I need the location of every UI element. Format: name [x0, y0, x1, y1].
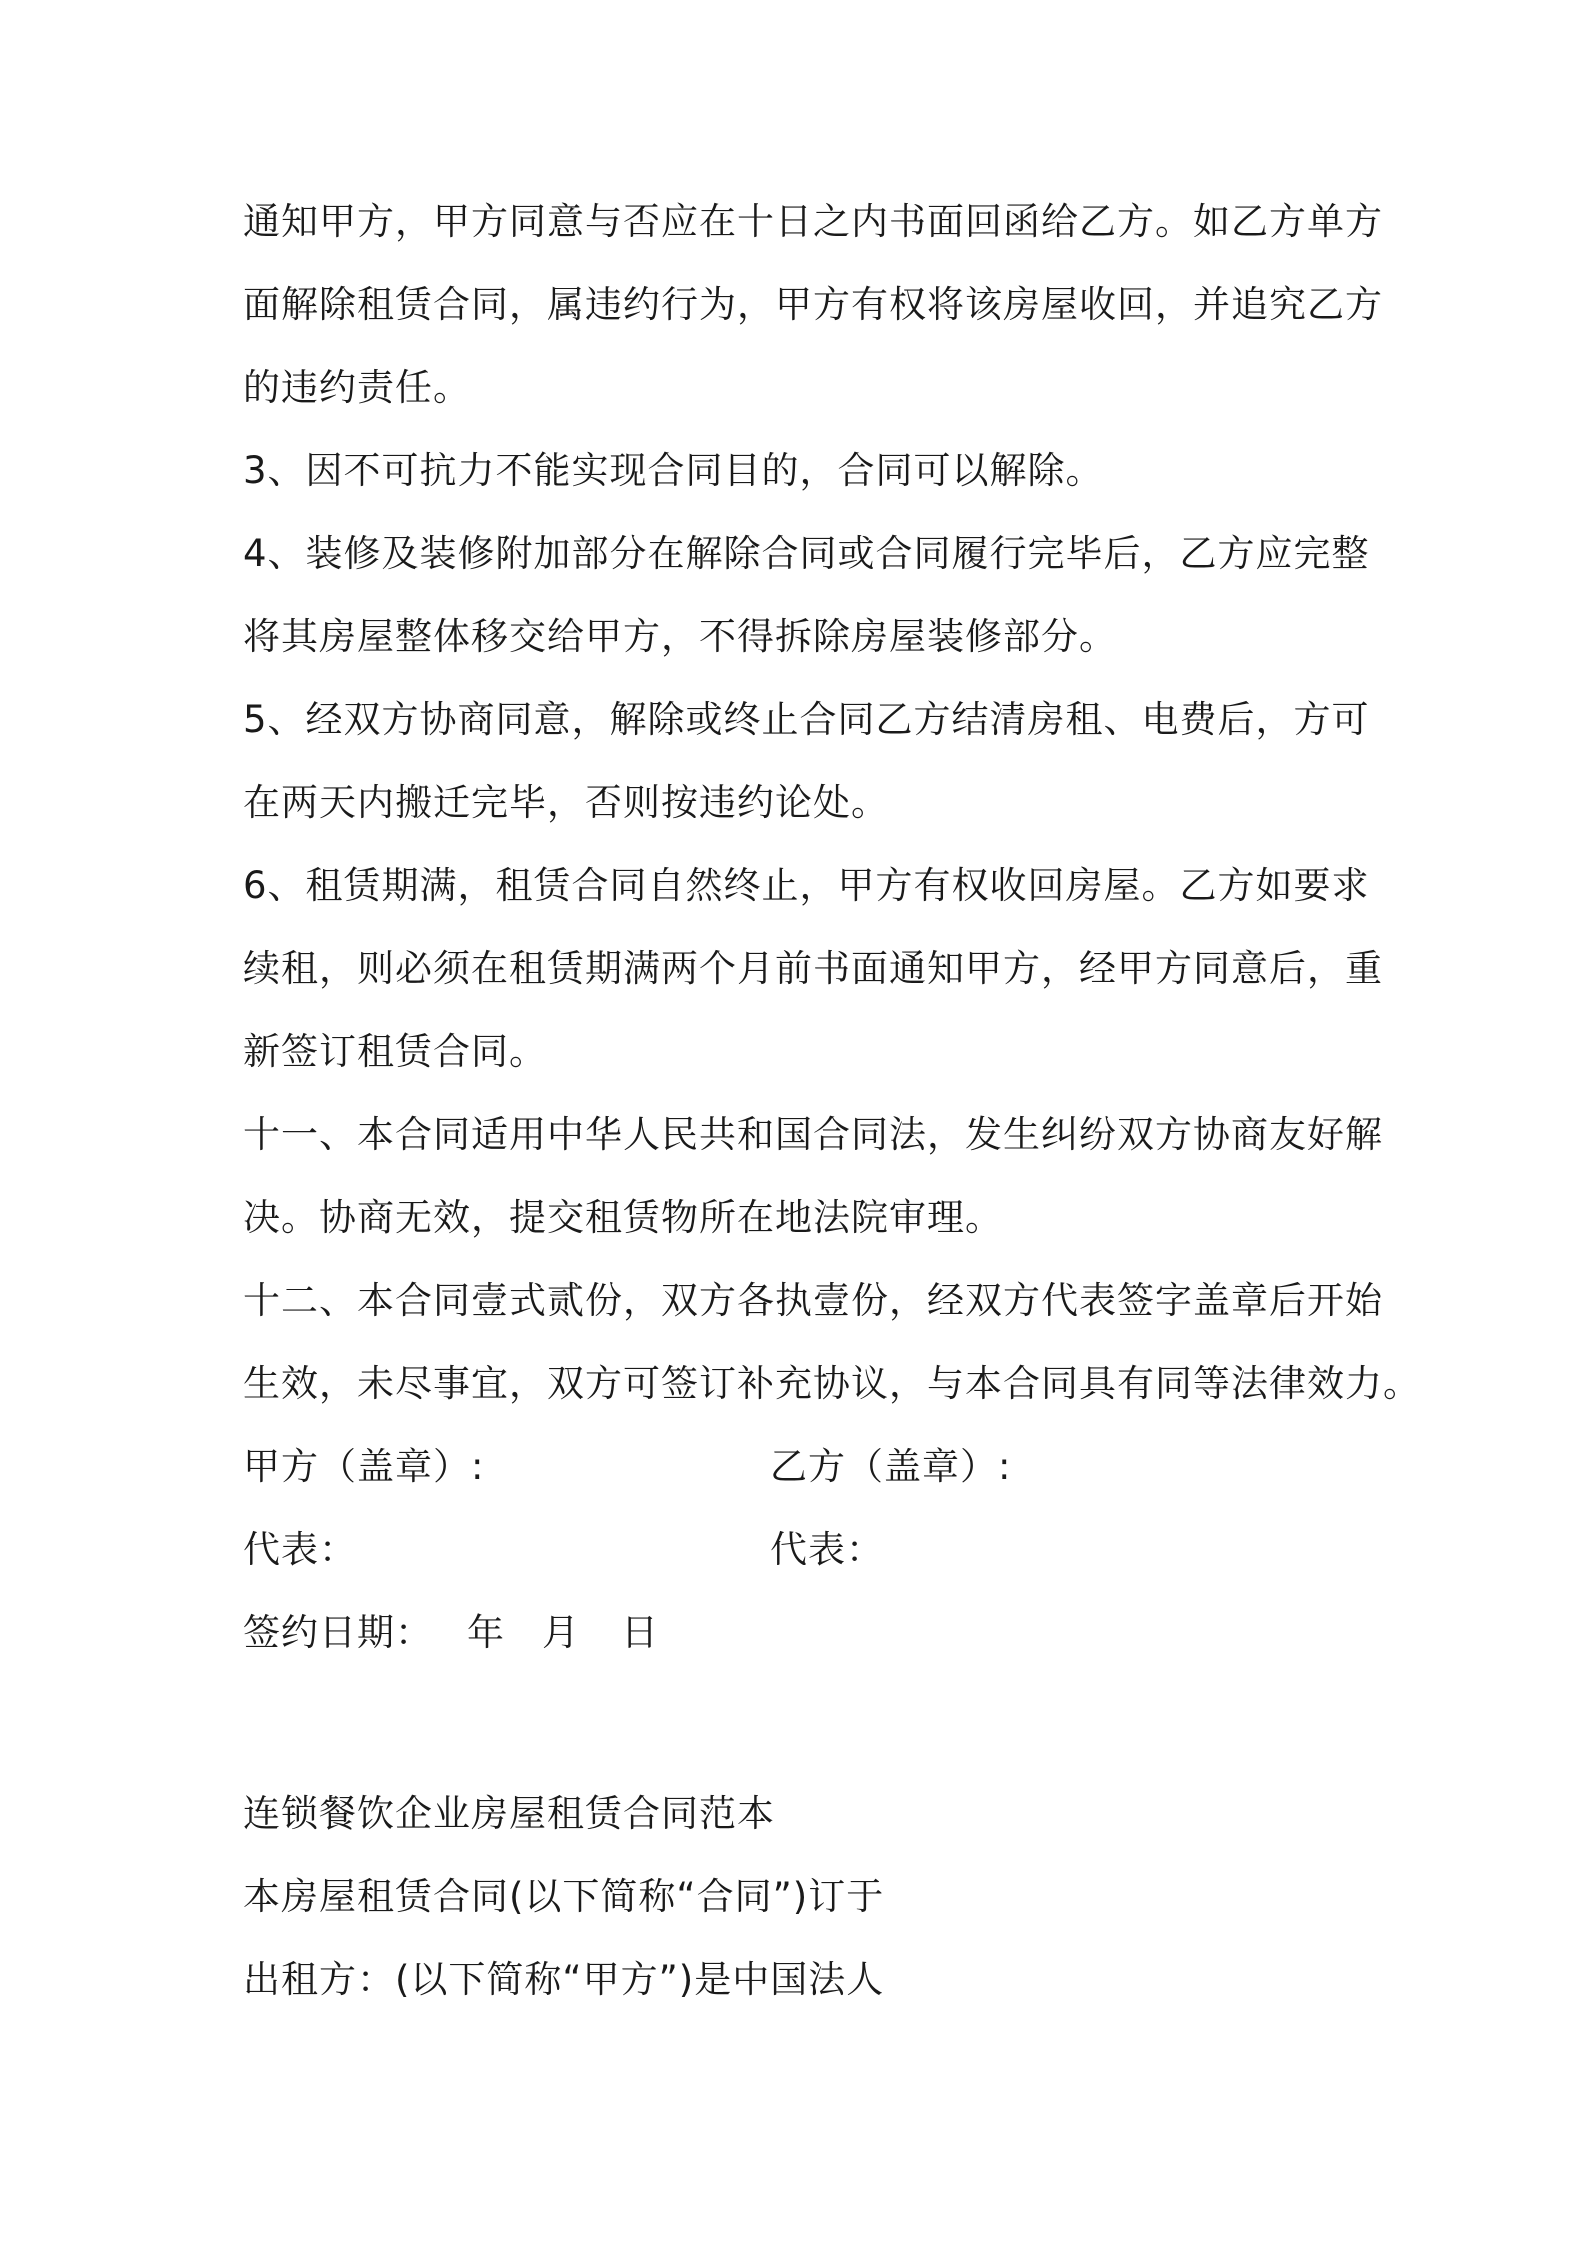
text-line: 出租方：(以下简称“甲方”)是中国法人	[243, 1958, 885, 2001]
text-line: 十一、本合同适用中华人民共和国合同法，发生纠纷双方协商友好解	[243, 1113, 1383, 1156]
next-contract-section	[243, 1790, 1353, 2003]
party-a-seal-label: 甲方（盖章）:	[243, 1445, 485, 1488]
date-day-label: 日	[621, 1611, 659, 1654]
section-title: 连锁餐饮企业房屋租赁合同范本	[243, 1792, 775, 1835]
party-b-seal-label: 乙方（盖章）:	[770, 1445, 1012, 1488]
text-line: 决。协商无效，提交租赁物所在地法院审理。	[243, 1196, 1003, 1239]
date-year-label: 年	[467, 1611, 505, 1654]
paragraph-clause-6	[243, 862, 1383, 1075]
text-line: 面解除租赁合同，属违约行为，甲方有权将该房屋收回，并追究乙方	[243, 283, 1383, 326]
text-line: 的违约责任。	[243, 366, 471, 409]
paragraph-clause-4	[243, 530, 1370, 660]
document-body	[243, 198, 1421, 2003]
text-line: 续租，则必须在租赁期满两个月前书面通知甲方，经甲方同意后，重	[243, 947, 1383, 990]
text-line: 3、因不可抗力不能实现合同目的，合同可以解除。	[243, 449, 1104, 492]
text-line: 本房屋租赁合同(以下简称“合同”)订于	[243, 1875, 885, 1918]
signature-seal-row	[243, 1443, 1353, 1490]
signature-representative-row	[243, 1526, 1353, 1573]
text-line: 生效，未尽事宜，双方可签订补充协议，与本合同具有同等法律效力。	[243, 1362, 1421, 1405]
text-line: 十二、本合同壹式贰份，双方各执壹份，经双方代表签字盖章后开始	[243, 1279, 1383, 1322]
date-month-label: 月	[542, 1611, 580, 1654]
text-line: 在两天内搬迁完毕，否则按违约论处。	[243, 781, 889, 824]
paragraph-article-11	[243, 1111, 1383, 1241]
paragraph-article-12	[243, 1277, 1421, 1407]
text-line: 通知甲方，甲方同意与否应在十日之内书面回函给乙方。如乙方单方	[243, 200, 1383, 243]
paragraph-clause-5	[243, 696, 1370, 826]
party-a-representative-label: 代表：	[243, 1528, 357, 1571]
party-b-representative-label: 代表：	[770, 1528, 884, 1571]
text-line: 新签订租赁合同。	[243, 1030, 547, 1073]
text-line: 6、租赁期满，租赁合同自然终止，甲方有权收回房屋。乙方如要求	[243, 864, 1370, 907]
signing-date-row	[243, 1609, 1353, 1656]
paragraph-termination-notice	[243, 198, 1383, 411]
paragraph-clause-3	[243, 447, 1353, 494]
text-line: 将其房屋整体移交给甲方，不得拆除房屋装修部分。	[243, 615, 1117, 658]
signing-date-label: 签约日期：	[243, 1611, 433, 1654]
text-line: 4、装修及装修附加部分在解除合同或合同履行完毕后，乙方应完整	[243, 532, 1370, 575]
text-line: 5、经双方协商同意，解除或终止合同乙方结清房租、电费后，方可	[243, 698, 1370, 741]
